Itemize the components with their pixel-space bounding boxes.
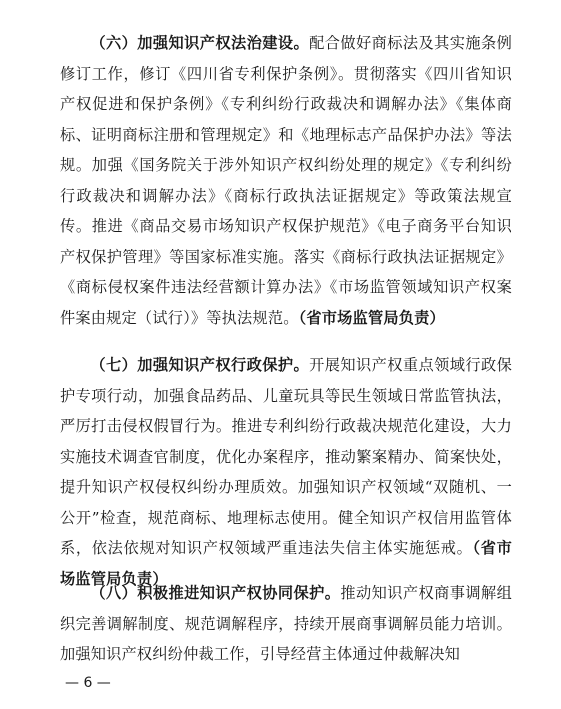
page-number: — 6 — xyxy=(65,675,111,691)
paragraph-7-body: 开展知识产权重点领域行政保护专项行动，加强食品药品、儿童玩具等民生领域日常监管执法，严厉打击侵权假冒行为。推进专利纠纷行政裁决规范化建设，大力实施技术调查官制度，优化办案程序，推动繁案精办、简案快处，提升知识产权侵权纠纷办理质效。加强知识产权领域“双随机、一公开”检查，规范商标、地理标志使用。健全知识产权信用监管体系，依法依规对知识产权领域严重违法失信主体实施惩戒。 xyxy=(60,356,512,557)
paragraph-7-heading: （七）加强知识产权行政保护。 xyxy=(90,356,310,374)
paragraph-6-body: 配合做好商标法及其实施条例修订工作，修订《四川省专利保护条例》。贯彻落实《四川省知识产权促进和保护条例》《专利纠纷行政裁决和调解办法》《集体商标、证明商标注册和管理规定》和《地理标志产品保护办法》等法规。加强《国务院关于涉外知识产权纠纷处理的规定》《专利纠纷行政裁决和调解办法》《商标行政执法证据规定》等政策法规宣传。推进《商品交易市场知识产权保护规范》《电子商务平台知识产权保护管理》等国家标准实施。落实《商标行政执法证据规定》《商标侵权案件违法经营额计算办法》《市场监管领域知识产权案件案由规定（试行）》等执法规范。 xyxy=(60,34,512,327)
paragraph-6 xyxy=(60,28,512,333)
paragraph-8-heading: （八）积极推进知识产权协同保护。 xyxy=(90,584,341,602)
paragraph-7-responsible: （省市场监管局负责） xyxy=(60,539,513,588)
paragraph-7 xyxy=(60,350,512,594)
paragraph-8 xyxy=(60,578,512,670)
paragraph-6-responsible: （省市场监管局负责） xyxy=(298,308,445,327)
paragraph-8-body: 推动知识产权商事调解组织完善调解制度、规范调解程序，持续开展商事调解员能力培训。加强知识产权纠纷仲裁工作，引导经营主体通过仲裁解决知 xyxy=(60,584,512,663)
paragraph-6-heading: （六）加强知识产权法治建设。 xyxy=(90,34,310,52)
